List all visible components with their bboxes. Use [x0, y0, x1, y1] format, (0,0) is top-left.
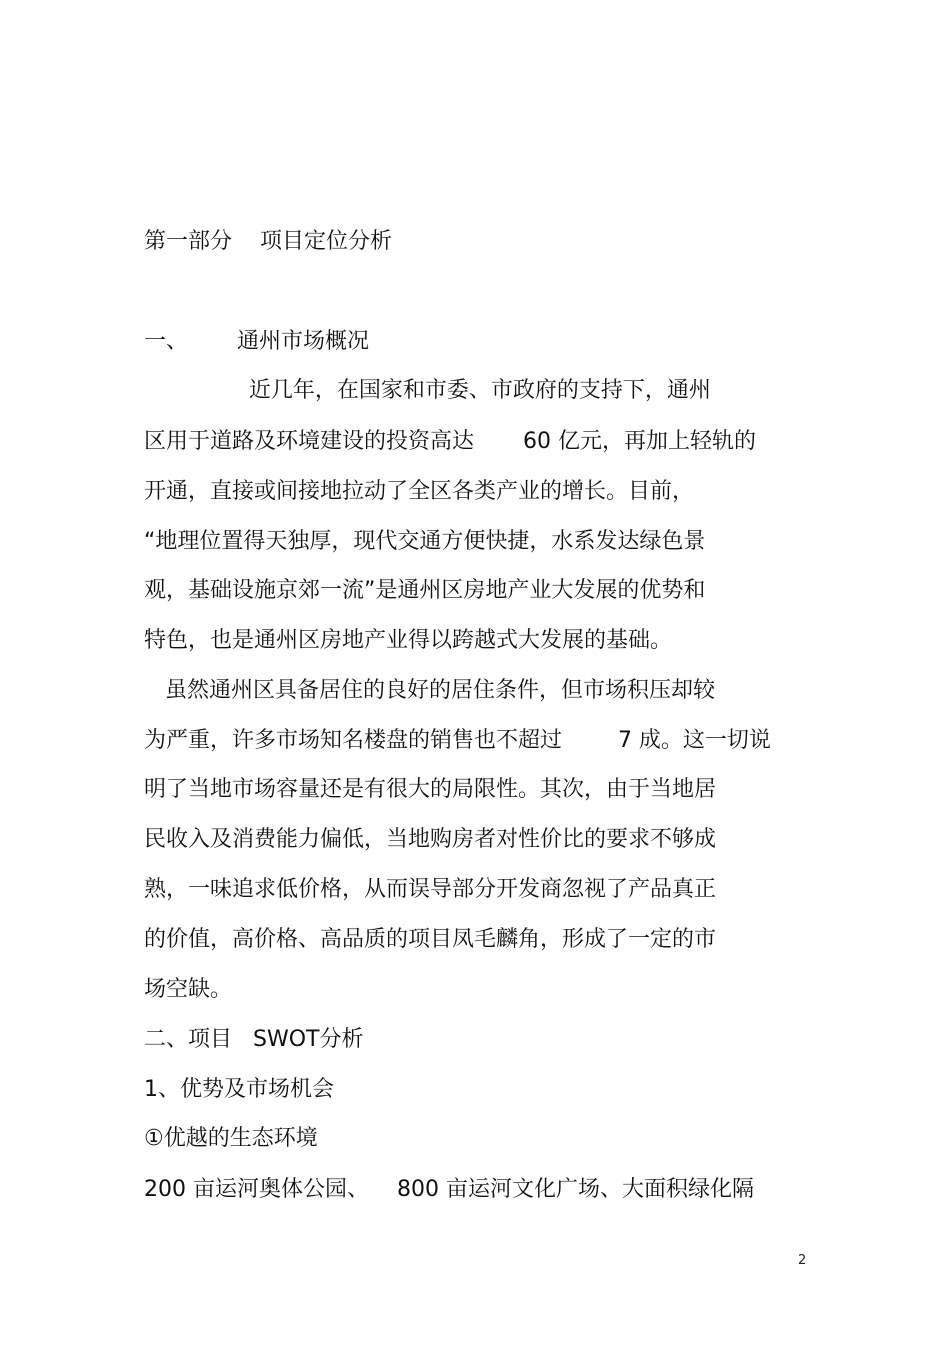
paragraph2-line-7: 场空缺。 — [144, 977, 233, 1002]
paragraph2-line-2: 为严重，许多市场知名楼盘的销售也不超过 7 成。这一切说 — [144, 728, 771, 753]
paragraph2-line-5: 熟，一味追求低价格，从而误导部分开发商忽视了产品真正 — [144, 877, 717, 902]
subsection1-heading: 1、优势及市场机会 — [144, 1077, 334, 1102]
paragraph1-line-4: “地理位置得天独厚，现代交通方便快捷，水系发达绿色景 — [144, 529, 706, 554]
paragraph1-line-1: 近几年，在国家和市委、市政府的支持下，通州 — [144, 378, 711, 403]
paragraph2-line-3: 明了当地市场容量还是有很大的局限性。其次，由于当地居 — [144, 777, 717, 802]
paragraph1-line-3: 开通，直接或间接地拉动了全区各类产业的增长。目前， — [144, 479, 695, 504]
item1-text: 200 亩运河奥体公园、 800 亩运河文化广场、大面积绿化隔 — [144, 1177, 754, 1202]
item1-heading: ①优越的生态环境 — [144, 1126, 318, 1151]
paragraph2-line-1: 虽然通州区具备居住的良好的居住条件，但市场积压却较 — [144, 678, 715, 703]
part-title: 第一部分 项目定位分析 — [144, 229, 392, 254]
paragraph1-line-2: 区用于道路及环境建设的投资高达 60 亿元，再加上轻轨的 — [144, 429, 756, 454]
paragraph1-line-6: 特色，也是通州区房地产业得以跨越式大发展的基础。 — [144, 628, 673, 653]
section1-heading: 一、 通州市场概况 — [144, 329, 369, 354]
paragraph1-line-5: 观，基础设施京郊一流”是通州区房地产业大发展的优势和 — [144, 578, 706, 603]
paragraph2-line-6: 的价值，高价格、高品质的项目凤毛麟角，形成了一定的市 — [144, 927, 717, 952]
section2-heading: 二、项目 SWOT分析 — [144, 1027, 364, 1052]
page-number: 2 — [798, 1253, 807, 1268]
paragraph2-line-4: 民收入及消费能力偏低，当地购房者对性价比的要求不够成 — [144, 827, 717, 852]
